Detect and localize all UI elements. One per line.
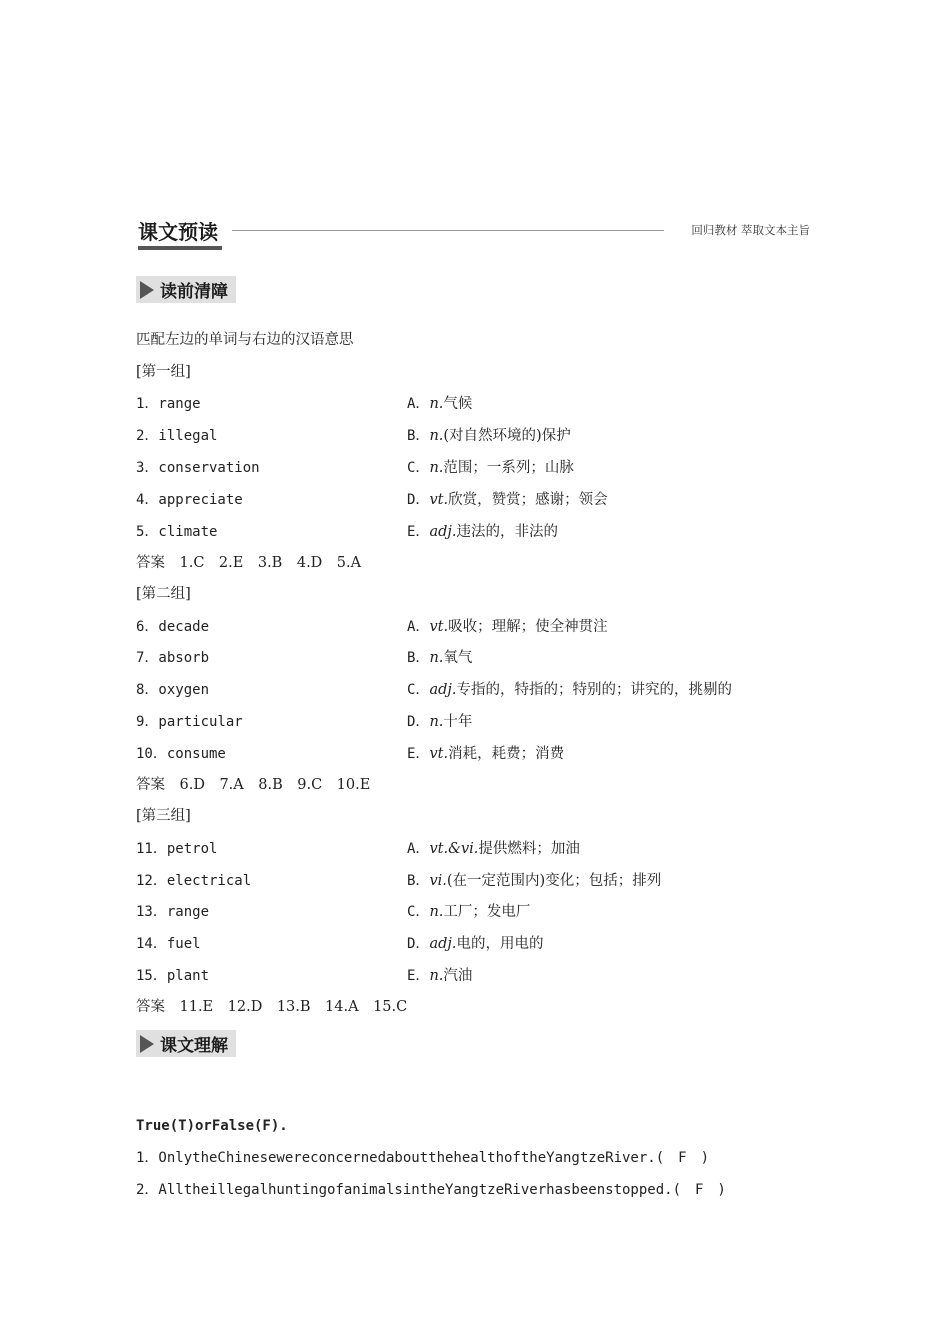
- meaning-item: E．vt.消耗，耗费；消费: [407, 746, 565, 762]
- meaning-item: A．vt.吸收；理解；使全神贯注: [407, 619, 608, 635]
- meaning-item: C．adj.专指的，特指的；特别的；讲究的，挑剔的: [407, 682, 732, 698]
- word-item: 5．climate: [136, 524, 218, 540]
- instruction-text: 匹配左边的单词与右边的汉语意思: [136, 332, 354, 348]
- word-item: 11．petrol: [136, 841, 218, 857]
- group-title: [第三组]: [136, 808, 191, 824]
- tf-title: True(T)orFalse(F).: [136, 1118, 288, 1134]
- header-title: 课文预读: [138, 220, 218, 244]
- tf-item: 1．OnlytheChinesewereconcernedaboutthehealthoftheYangtzeRiver.( F ): [136, 1150, 710, 1166]
- answer-line: 答案 1.C 2.E 3.B 4.D 5.A: [136, 555, 362, 571]
- meaning-item: B．vi.(在一定范围内)变化；包括；排列: [407, 873, 662, 889]
- meaning-item: C．n.工厂；发电厂: [407, 904, 531, 920]
- meaning-item: C．n.范围；一系列；山脉: [407, 460, 574, 476]
- play-triangle-icon: [140, 281, 154, 299]
- section-label: 读前清障: [160, 282, 228, 302]
- meaning-item: D．adj.电的，用电的: [407, 936, 544, 952]
- word-item: 15．plant: [136, 968, 210, 984]
- meaning-item: A．n.气候: [407, 396, 473, 412]
- tf-item: 2．AlltheillegalhuntingofanimalsintheYangtzeRiverhasbeenstopped.( F ): [136, 1182, 726, 1198]
- header-title-underline: [138, 246, 222, 250]
- meaning-item: B．n.(对自然环境的)保护: [407, 428, 571, 444]
- lesson-header: [138, 216, 810, 252]
- meaning-item: B．n.氧气: [407, 650, 473, 666]
- group-title: [第二组]: [136, 586, 191, 602]
- meaning-item: D．vt.欣赏，赞赏；感谢；领会: [407, 492, 608, 508]
- meaning-item: A．vt.&vi.提供燃料；加油: [407, 841, 580, 857]
- word-item: 1．range: [136, 396, 201, 412]
- word-item: 10．consume: [136, 746, 226, 762]
- section-text-comprehension: [136, 1030, 236, 1057]
- meaning-item: E．n.汽油: [407, 968, 473, 984]
- word-item: 3．conservation: [136, 460, 260, 476]
- header-divider: [232, 230, 664, 231]
- word-item: 9．particular: [136, 714, 243, 730]
- word-item: 6．decade: [136, 619, 210, 635]
- section-pre-reading: [136, 276, 236, 303]
- word-item: 2．illegal: [136, 428, 218, 444]
- word-item: 8．oxygen: [136, 682, 210, 698]
- word-item: 4．appreciate: [136, 492, 243, 508]
- header-subtitle: 回归教材 萃取文本主旨: [691, 223, 810, 237]
- group-title: [第一组]: [136, 364, 191, 380]
- word-item: 7．absorb: [136, 650, 210, 666]
- word-item: 13．range: [136, 904, 210, 920]
- section-label: 课文理解: [160, 1036, 228, 1056]
- play-triangle-icon: [140, 1035, 154, 1053]
- word-item: 12．electrical: [136, 873, 252, 889]
- meaning-item: D．n.十年: [407, 714, 473, 730]
- answer-line: 答案 11.E 12.D 13.B 14.A 15.C: [136, 999, 408, 1015]
- answer-line: 答案 6.D 7.A 8.B 9.C 10.E: [136, 777, 371, 793]
- meaning-item: E．adj.违法的，非法的: [407, 524, 558, 540]
- word-item: 14．fuel: [136, 936, 201, 952]
